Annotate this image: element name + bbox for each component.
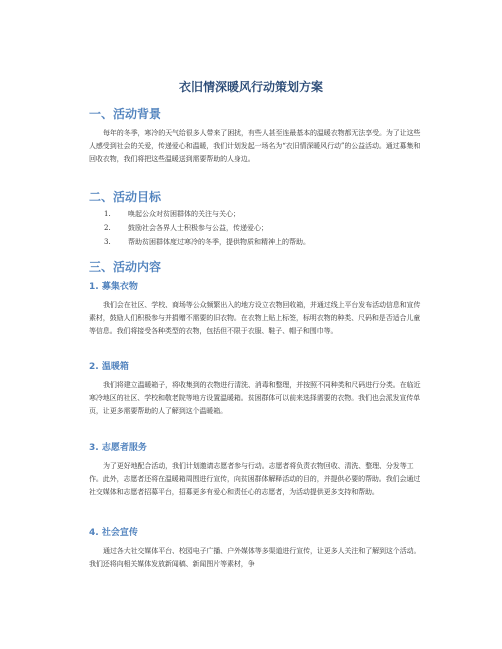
publicity-paragraph: 通过各大社交媒体平台、校园电子广播、户外媒体等多渠道进行宣传，让更多人关注和了解到这个活动。我们还将向相关媒体发放新闻稿、新闻图片等素材，争: [89, 547, 421, 568]
goal-list-number: 3.: [104, 238, 111, 246]
section-heading-content: 三、活动内容: [89, 260, 162, 274]
section-heading-background: 一、活动背景: [89, 107, 162, 121]
goal-list-text: 唤起公众对贫困群体的关注与关心；: [128, 210, 240, 218]
document-title: 衣旧情深暖风行动策划方案: [178, 80, 323, 94]
background-paragraph: 每年的冬季，寒冷的天气给很多人带来了困扰，有些人甚至连最基本的温暖衣物都无法享受。为了让这些人感受到社会的关爱，传递爱心和温暖，我们计划发起一场名为“衣旧情深暖风行动”的公益活动。通过募集和回收衣物，我们将把这些温暖送到需要帮助的人身边。: [89, 129, 421, 163]
goal-list-number: 2.: [104, 224, 111, 232]
goal-list-item: [104, 222, 424, 235]
subsection-heading-volunteer: 3. 志愿者服务: [89, 443, 147, 453]
warm-box-paragraph: 我们将建立温暖箱子，将收集到的衣物进行清洗、消毒和整理，并按照不同种类和尺码进行分类。在临近寒冷地区的社区、学校和敬老院等地方设置温暖箱。贫困群体可以前来选择需要的衣物。我们也会派发宣传单页，让更多需要帮助的人了解到这个温暖箱。: [89, 381, 421, 415]
subsection-heading-publicity: 4. 社会宣传: [89, 528, 138, 538]
goal-list-item: [104, 236, 424, 249]
goal-list-text: 帮助贫困群体度过寒冷的冬季，提供物质和精神上的帮助。: [128, 238, 310, 246]
goal-list-number: 1.: [104, 210, 111, 218]
subsection-heading-warm-box: 2. 温暖箱: [89, 362, 129, 372]
section-heading-goals: 二、活动目标: [89, 190, 162, 204]
goal-list-text: 鼓励社会各界人士积极参与公益，传递爱心；: [128, 224, 268, 232]
goal-list-item: [104, 208, 424, 221]
collect-paragraph: 我们会在社区、学校、商场等公众频繁出入的地方设立衣物回收箱，并通过线上平台发布活动信息和宣传素材，鼓励人们积极参与并捐赠不需要的旧衣物。在衣物上贴上标签，标明衣物的种类、尺码和是否适合儿童等信息。我们将接受各种类型的衣物，包括但不限于衣服、鞋子、帽子和围巾等。: [89, 301, 421, 335]
subsection-heading-collect: 1. 募集衣物: [89, 282, 138, 292]
volunteer-paragraph: 为了更好地配合活动，我们计划邀请志愿者参与行动。志愿者将负责衣物回收、清洗、整理、分发等工作。此外，志愿者还将在温暖箱周围进行宣传，向贫困群体解释活动的目的，并提供必要的帮助。我们会通过社交媒体和志愿者招募平台，招募更多有爱心和责任心的志愿者，为活动提供更多支持和帮助。: [89, 462, 421, 496]
